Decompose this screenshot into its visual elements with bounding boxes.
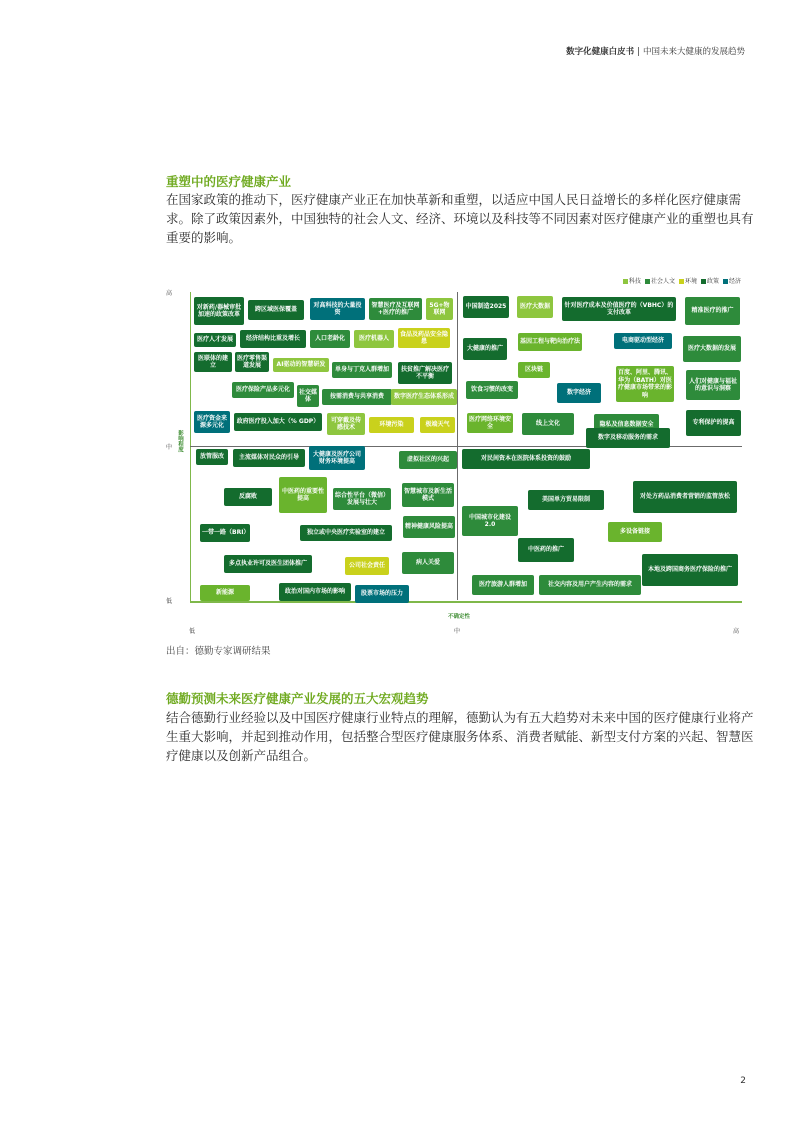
chart-box: 中国城市化建设2.0 [462, 506, 518, 536]
chart-box: 可穿戴及传感技术 [327, 413, 365, 435]
page-header [566, 45, 745, 57]
chart-box: 对新药/器械审批加速的政策改革 [194, 297, 244, 325]
chart-box: 医疗保险产品多元化 [232, 382, 294, 398]
chart-box: 基因工程与靶向治疗法 [518, 333, 582, 351]
x-tick-high: 高 [733, 628, 740, 635]
section1-title: 重塑中的医疗健康产业 [166, 174, 292, 189]
chart-box: 精神健康风险提高 [403, 516, 455, 538]
chart-box: 饮食习惯的改变 [466, 381, 518, 399]
chart-box: 股票市场的压力 [355, 585, 409, 603]
x-axis-line [190, 601, 742, 603]
chart-box: 数字医疗生态体系形成 [391, 389, 457, 405]
chart-box: 经济结构比重及增长 [240, 330, 306, 348]
chart-box: 美国单方贸易限制 [528, 490, 604, 510]
chart-box: 线上文化 [522, 413, 574, 435]
section2-title: 德勤预测未来医疗健康产业发展的五大宏观趋势 [166, 691, 429, 706]
chart-box: 医疗零售渠道发展 [235, 352, 269, 372]
chart-source: 出自：德勤专家调研结果 [166, 646, 271, 657]
header-separator: | [637, 47, 640, 57]
chart-box: 社交媒体 [297, 385, 319, 407]
legend-item-environment: 环境 [679, 276, 697, 285]
chart-box: 智慧医疗及互联网+医疗的推广 [369, 298, 422, 320]
y-axis-title: 影响程度 [177, 430, 183, 452]
chart-box: 食品及药品安全隐患 [398, 328, 450, 348]
chart-box: 医疗资金来源多元化 [194, 411, 230, 433]
legend-item-economy: 经济 [723, 276, 741, 285]
chart-box: 政治对国内市场的影响 [279, 583, 351, 601]
chart-box: 病人关爱 [402, 552, 454, 574]
chart-box: 医疗机器人 [354, 330, 394, 348]
y-axis-line [190, 292, 191, 602]
chart-box: 区块链 [518, 362, 550, 378]
chart-box: 对民间资本在医院体系投资的鼓励 [462, 449, 590, 469]
chart-box: 扶贫推广解决医疗不平衡 [398, 362, 452, 384]
chart-box: 电商驱动型经济 [614, 333, 672, 349]
y-tick-high: 高 [166, 290, 173, 297]
chart-box: 医联体的建立 [194, 352, 232, 372]
chart-box: 政府医疗投入加大（% GDP） [234, 413, 322, 431]
chart-box: 数字及移动服务的需求 [586, 428, 670, 448]
chart-box: 社交内容及用户产生内容的需求 [539, 575, 641, 595]
chart-box: 中医药的推广 [518, 538, 574, 562]
chart-box: 多设备链接 [608, 522, 662, 542]
chart-box: 综合性平台（微信）发展与壮大 [333, 488, 391, 510]
chart-box: 针对医疗成本及价值医疗的（VBHC）的支付改革 [562, 297, 676, 321]
chart-box: 跨区域医保覆盖 [248, 300, 304, 320]
section1-paragraph: 在国家政策的推动下，医疗健康产业正在加快革新和重塑，以适应中国人民日益增长的多样化医疗健康需求。除了政策因素外，中国独特的社会人文、经济、环境以及科技等不同因素对医疗健康产业的重塑也具有重要的影响。 [166, 192, 754, 245]
chart-box: 大健康的推广 [463, 338, 507, 360]
chart-box: 单身与丁克人群增加 [332, 362, 392, 378]
chart-box: 反腐败 [224, 488, 272, 506]
x-tick-mid: 中 [454, 628, 461, 635]
legend-item-society: 社会人文 [645, 276, 675, 285]
section2-paragraph: 结合德勤行业经验以及中国医疗健康行业特点的理解，德勤认为有五大趋势对未来中国的医疗健康行业将产生重大影响，并起到推动作用，包括整合型医疗健康服务体系、消费者赋能、新型支付方案的兴起、智慧医疗健康以及创新产品组合。 [166, 710, 754, 763]
legend-item-policy: 政策 [701, 276, 719, 285]
chart-box: 医疗大数据的发展 [683, 336, 741, 362]
chart-box: 医疗大数据 [517, 296, 553, 318]
chart-box: 放管服改 [196, 449, 228, 465]
chart-box: 专利保护的提高 [686, 410, 741, 436]
chart-box: 对高科技的大量投资 [310, 298, 365, 320]
chart-box: 环境污染 [369, 417, 414, 433]
page-number: 2 [740, 1076, 746, 1086]
chart-box: 百度、阿里、腾讯、华为（BATH）对医疗健康市场带来的影响 [616, 366, 674, 402]
y-tick-low: 低 [166, 598, 173, 605]
chart-box: 隐私及信息数据安全 [594, 414, 659, 436]
chart-box: 一带一路（BRI） [200, 524, 250, 542]
chart-box: 本地及跨国商务医疗保险的推广 [642, 554, 738, 586]
chart-box: 虚拟社区的兴起 [399, 451, 457, 469]
x-axis-title: 不确定性 [448, 614, 471, 620]
chart-box: 主流媒体对民众的引导 [233, 449, 305, 467]
chart-box: 多点执业许可及医生团体推广 [224, 555, 312, 573]
chart-box: 按需消费与共享消费 [322, 389, 392, 405]
y-tick-mid: 中 [166, 444, 173, 451]
chart-box: 精准医疗的推广 [685, 297, 740, 325]
header-title: 数字化健康白皮书 [566, 47, 635, 57]
chart-box: 5G+物联网 [426, 298, 453, 320]
header-subtitle: 中国未来大健康的发展趋势 [642, 47, 745, 57]
x-tick-low: 低 [189, 628, 196, 635]
chart-box: 极端天气 [420, 417, 455, 433]
chart-box: 独立或中央医疗实验室的建立 [300, 525, 392, 541]
chart-box: 对处方药品消费者营销的监管放松 [633, 481, 737, 513]
chart-box: 医疗人才发展 [194, 333, 236, 347]
chart-box: 医疗网络环境安全 [467, 413, 513, 433]
chart-box: 人们对健康与福祉的意识与洞察 [686, 370, 740, 400]
chart-box: 智慧城市及新生活模式 [402, 483, 454, 507]
chart-box: 数字经济 [557, 383, 601, 403]
chart-box: 中医药的重要性提高 [279, 477, 327, 513]
chart-legend [623, 276, 741, 285]
chart-box: 中国制造2025 [463, 296, 509, 318]
legend-item-tech: 科技 [623, 276, 641, 285]
chart-box: 医疗旅游人群增加 [472, 575, 534, 595]
chart-box: 人口老龄化 [310, 330, 350, 348]
chart-box: AI驱动的智慧研发 [273, 358, 329, 372]
chart-box: 大健康及医疗公司财务环境提高 [309, 446, 365, 470]
chart-box: 公司社会责任 [345, 557, 389, 575]
chart-box: 新能源 [200, 585, 250, 601]
